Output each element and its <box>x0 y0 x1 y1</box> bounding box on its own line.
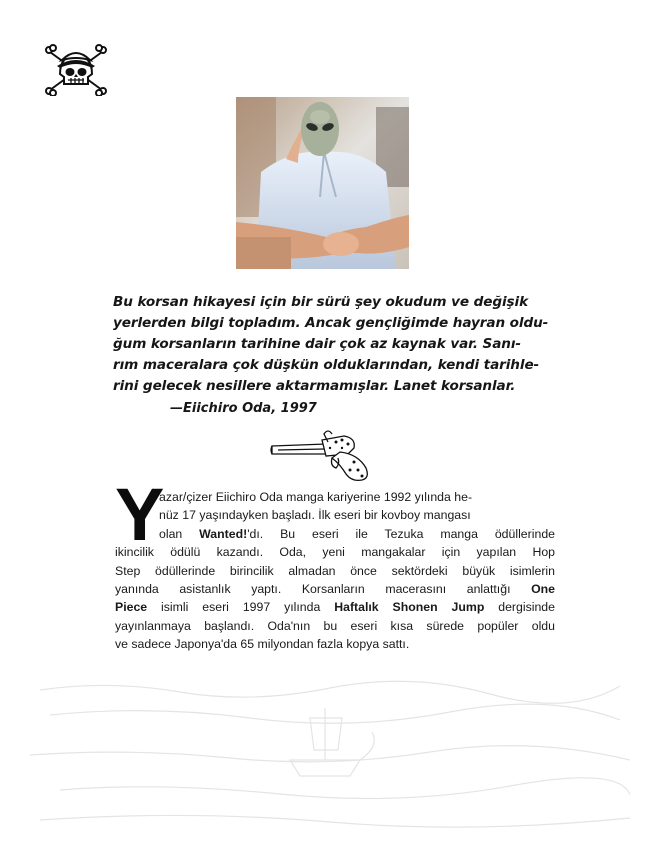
quote-line: rini gelecek nesillere aktarmamışlar. Lanet korsanlar. <box>113 378 516 394</box>
bio-text: dergisinde <box>484 600 555 615</box>
bio-line <box>115 525 555 543</box>
bio-text: ve sadece Japonya'da 65 milyondan fazla kopya sattı. <box>115 637 410 652</box>
bio-line <box>115 598 555 616</box>
bio-text: ikincilik ödülü kazandı. Oda, yeni mangakalar için yapılan Hop <box>115 545 555 560</box>
bio-text: 'dı. Bu eseri ile Tezuka manga ödüllerinde <box>247 526 555 541</box>
bio-line <box>115 562 555 580</box>
straw-hat-jolly-roger-icon <box>44 44 108 96</box>
bio-line <box>115 617 555 635</box>
bio-line <box>115 635 555 653</box>
quote-attribution: —Eiichiro Oda, 1997 <box>170 401 317 416</box>
bio-line <box>115 543 555 561</box>
pirate-quote <box>113 292 553 397</box>
bio-text: yayınlanmaya başlandı. Oda'nın bu eseri kısa sürede popüler oldu <box>115 618 555 633</box>
bio-text: azar/çizer Eiichiro Oda manga kariyerine 1992 yılında he- <box>159 490 473 504</box>
quote-line: Bu korsan hikayesi için bir sürü şey okudum ve değişik <box>113 294 529 310</box>
bio-line <box>115 506 555 524</box>
bio-text: yanında asistanlık yaptı. Korsanların macerasını anlattığı <box>115 582 532 597</box>
bio-bold-title: Haftalık Shonen Jump <box>334 600 485 615</box>
bio-bold-title: Piece <box>115 600 148 615</box>
author-biography <box>115 488 555 654</box>
bio-text: Step ödüllerinde birincilik almadan önce sektördeki büyük isimlerin <box>115 563 555 578</box>
bio-line <box>115 488 555 506</box>
ship-background-sketch <box>30 660 630 840</box>
bio-line <box>115 580 555 598</box>
author-photo <box>236 97 409 269</box>
quote-line: rım maceralara çok düşkün olduklarından, kendi tarihle- <box>113 357 540 373</box>
bio-text: isimli eseri 1997 yılında <box>147 600 335 615</box>
bio-bold-title: One <box>531 582 555 597</box>
bio-bold-title: Wanted! <box>199 526 248 541</box>
bio-text: nüz 17 yaşındayken başladı. İlk eseri bir kovboy mangası <box>159 508 471 523</box>
bio-text: olan <box>159 526 200 541</box>
quote-line: yerlerden bilgi topladım. Ancak gençliğimde hayran oldu- <box>113 315 549 331</box>
quote-line: ğum korsanların tarihine dair çok az kaynak var. Sanı- <box>113 336 521 352</box>
drop-cap: Y <box>115 473 165 556</box>
flintlock-pistol-icon <box>270 430 374 482</box>
